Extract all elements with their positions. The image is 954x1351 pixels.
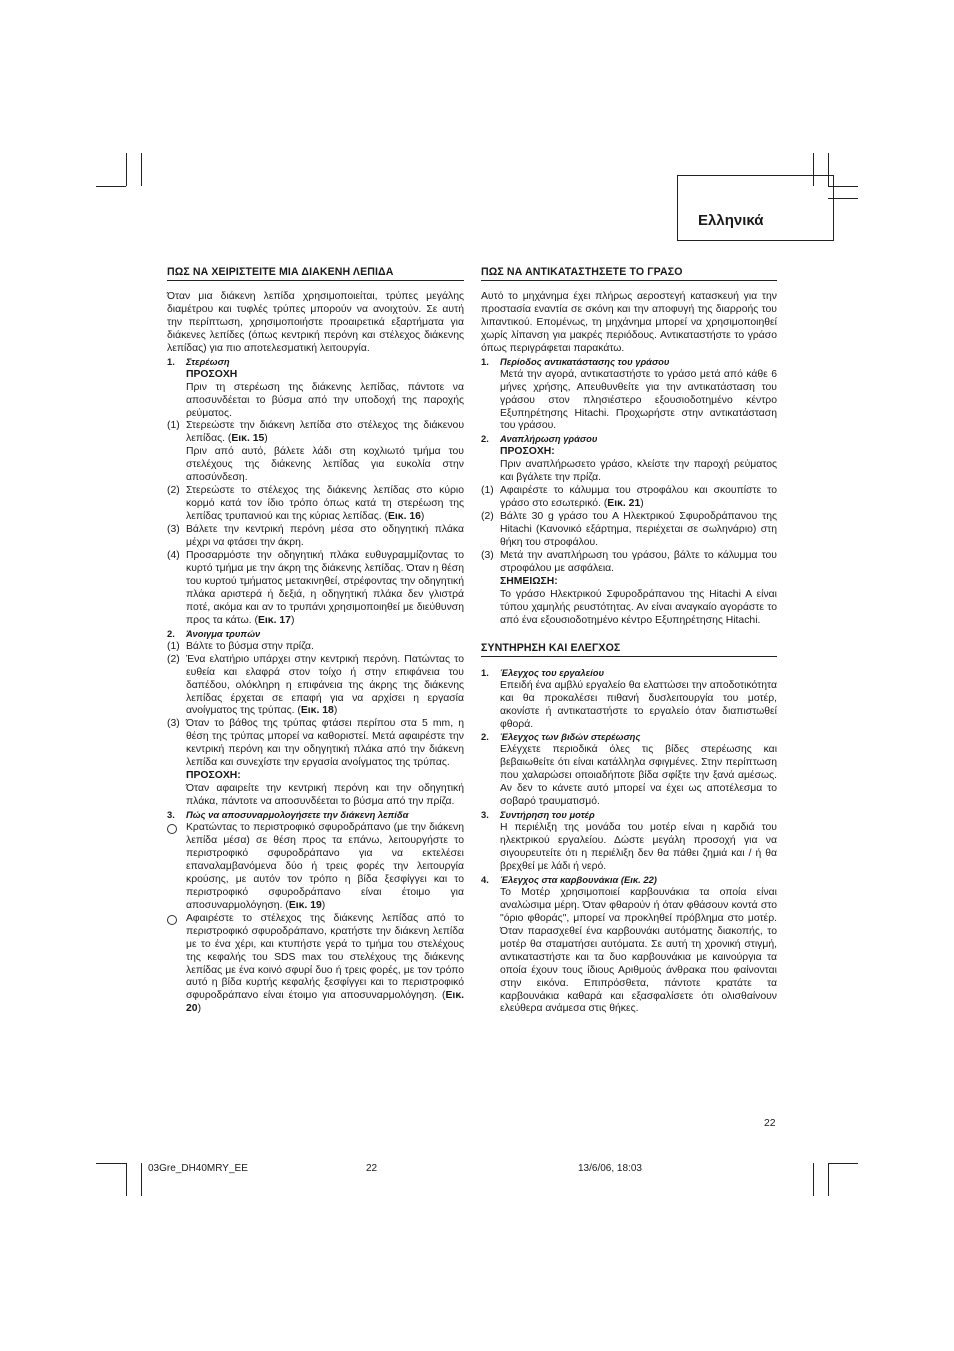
- list-item: (3) Μετά την αναπλήρωση του γράσου, βάλτε το κάλυμμα του στροφάλου με ασφάλεια.: [481, 550, 777, 574]
- list-item: (2) Ένα ελατήριο υπάρχει στην κεντρική περόνη. Πατώντας το ευθεία και ελαφρά στον τοίχο ή στην επιφάνεια του δαπέδου, ολόκληρη η επιφάνεια της άκρης της διάκενης λεπίδας έρχεται σε επαφή για να αρχίσει η εργασία ανοίγματος της τρύπας. (Εικ. 18): [167, 653, 464, 717]
- figure-ref: Εικ. 15: [231, 433, 265, 445]
- caution-text: Όταν αφαιρείτε την κεντρική περόνη και την οδηγητική πλάκα, πάντοτε να αποσυνδέεται το βύσμα από την πρίζα.: [186, 783, 464, 808]
- list-item: (2) Στερεώστε το στέλεχος της διάκενης λεπίδας στο κύριο κορμό κατά τον ίδιο τρόπο όπως κατά τη στερέωση της λεπίδας τρυπανιού και της κύριας λεπίδας. (Εικ. 16): [167, 485, 464, 523]
- caution-text: Πριν αναπλήρωσετο γράσο, κλείστε την παροχή ρεύματος και βγάλετε την πρίζα.: [500, 459, 777, 484]
- circle-bullet-icon: [167, 824, 177, 834]
- list-item: (1) Αφαιρέστε το κάλυμμα του στροφάλου και σκουπίστε το γράσο στο εσωτερικό. (Εικ. 21): [481, 485, 777, 510]
- list-item: (1) Στερεώστε την διάκενη λεπίδα στο στέλεχος της διάκενου λεπίδας. (Εικ. 15): [167, 420, 464, 445]
- note-text: Το γράσο Ηλεκτρικού Σφυροδράπανου της Hitachi A είναι τύπου χαμηλής ρευστότητας. Αν είναι αναγκαίο αγοράστε το από ένα εξουσιοδοτημένο κέντρο Εξυπηρέτησης Hitachi.: [500, 588, 777, 626]
- bullet-item: Αφαιρέστε το στέλεχος της διάκενης λεπίδας από το περιστροφικό σφυροδράπανο, κρατήστε την διάκενη λεπίδα με το ένα χέρι, και κτυπήστε γερά το τμήμα του στελέχους της κεφαλής του SDS max του στελέχους της διάκενης λεπίδας με ένα κοινό σφυρί δυο ή τρεις φορές, με τον τρόπο αυτό η βίδα κυρτής κεφαλής ξεσφίγγει και το περιστροφικό σφυροδράπανο είναι έτοιμο για αποσυναρμολόγηση. (Εικ. 20): [167, 913, 464, 1017]
- footer-filename: 03Gre_DH40MRY_EE: [148, 1163, 248, 1174]
- subsection-title: 1. Στερέωση: [167, 355, 230, 367]
- crop-mark: [141, 153, 142, 186]
- caution-label: ΠΡΟΣΟΧΗ:: [186, 770, 241, 782]
- figure-ref: Εικ. 16: [387, 511, 421, 523]
- figure-ref: Εικ. 18: [300, 705, 334, 717]
- crop-mark: [828, 1163, 829, 1196]
- list-item: (1) Βάλτε το βύσμα στην πρίζα.: [167, 640, 314, 652]
- subsection-text: Επειδή ένα αμβλύ εργαλείο θα ελαττώσει την αποδοτικότητα και θα προκαλέσει πιθανή δυσλειτουργία του μοτέρ, ακονίστε ή αντικαταστήστε το εργαλείο όταν διαπιστωθεί φθορά.: [500, 679, 777, 730]
- subsection-text: Μετά την αγορά, αντικαταστήστε το γράσο μετά από κάθε 6 μήνες χρήσης, Απευθυνθείτε για την αντικατάσταση του γράσου στον πλησιέστερο εξουσιοδοτημένο κέντρο Εξυπηρέτησης Hitachi. Προχωρήστε στην αντικατάσταση του γράσου.: [500, 368, 777, 432]
- subsection-text: Η περιέλιξη της μονάδα του μοτέρ είναι η καρδιά του ηλεκτρικού εργαλείου. Δώστε μεγάλη προσοχή για να σιγουρευτείτε ότι η περιέλιξη δεν θα πάθει ζημιά και / ή θα βρεχθεί με λάδι ή νερό.: [500, 822, 777, 872]
- section-heading: ΠΩΣ ΝΑ ΑΝΤΙΚΑΤΑΣΤΗΣΕΤΕ ΤΟ ΓΡΑΣΟ: [481, 266, 777, 281]
- bullet-item: Κρατώντας το περιστροφικό σφυροδράπανο (με την διάκενη λεπίδα μέσα) σε θέση προς τα επάνω, λειτουργήστε το περιστροφικό σφυροδράπανο για να εκτελέσει επαναλαμβανόμενα δύο ή τρεις φορές την λειτουργία κρούσης, με αυτόν τον τρόπο η βίδα ξεσφίγγει και το περιστροφικό σφυροδράπανο είναι έτοιμο για αποσυναρμολόγηση. (Εικ. 19): [167, 822, 464, 913]
- crop-mark: [141, 1163, 142, 1196]
- crop-mark: [828, 1163, 858, 1164]
- section-heading: ΠΩΣ ΝΑ ΧΕΙΡΙΣΤΕΙΤΕ ΜΙΑ ΔΙΑΚΕΝΗ ΛΕΠΙΔΑ: [167, 266, 464, 281]
- paragraph: Αυτό το μηχάνημα έχει πλήρως αεροστεγή κατασκευή για την προστασία εναντία σε σκόνη και την αποφυγή της διαρροής του λιπαντικού. Επομένως, τη μηχάνημα μπορεί να χρησιμοποιηθεί χωρίς λίπανση για μακρές περιόδους. Αντικαταστήστε το γράσο όπως περιγράφεται παρακάτω.: [481, 290, 777, 354]
- list-item-continuation: Πριν από αυτό, βάλετε λάδι στη κοχλιωτό τμήμα του στελέχους της διάκενης λεπίδας για ευκολία στην αποσύνδεση.: [186, 446, 464, 484]
- left-column: [167, 266, 464, 1016]
- figure-ref: Εικ. 17: [257, 614, 291, 626]
- figure-ref: Εικ. 21: [607, 498, 641, 510]
- subsection-text: Ελέγχετε περιοδικά όλες τις βίδες στερέωσης και βεβαιωθείτε ότι είναι κατάλληλα σφιγμένες. Στην περίπτωση που χαλαρώσει οποιαδήποτε βίδα σφίξτε την ξανά αμέσως. Αν δεν το κάνετε αυτό μπορεί να έχει ως αποτέλεσμα το σοβαρό τραυματισμό.: [500, 744, 777, 808]
- subsection-title: 3. Συντήρηση του μοτέρ: [481, 809, 595, 821]
- subsection-text: Το Μοτέρ χρησιμοποιεί καρβουνάκια τα οποία είναι αναλώσιμα μέρη. Όταν φθαρούν ή όταν φθάσουν κοντά στο "όριο φθοράς", μπορεί να προκληθεί πρόβλημα στο μοτέρ. Όταν παρασχεθεί ένα καρβουνάκι αυτόματης διακοπής, το μοτέρ θα σταματήσει αυτόματα. Σε αυτή τη χρονική στιγμή, αντικαταστήστε και τα δυο καρβουνάκια με καινούργια τα οποία έχουν τους ίδιους Αριθμούς άνθρακα που φαίνονται στην εικόνα. Επιπρόσθετα, πάντοτε κρατάτε τα καρβουνάκια καθαρά και εξασφαλίσετε ότι ολισθαίνουν ελεύθερα ανάμεσα στις θήκες.: [500, 886, 777, 1015]
- subsection-title: 3. Πώς να αποσυναρμολογήσετε την διάκενη λεπίδα: [167, 809, 409, 821]
- list-item: (4) Προσαρμόστε την οδηγητική πλάκα ευθυγραμμίζοντας το κυρτό τμήμα με την άκρη της διάκενης λεπίδας. Όταν η θέση του κυρτού τμήματος μετακινηθεί, στρέφοντας την οδηγητική πλάκα αριστερά ή δεξιά, η οδηγητική πλάκα δεν γλιστρά ποτέ, ακόμα και αν το τρυπάνι χρησιμοποιηθεί με διεύθυνση προς τα κάτω. (Εικ. 17): [167, 550, 464, 626]
- crop-mark: [96, 186, 126, 187]
- circle-bullet-icon: [167, 915, 177, 925]
- crop-mark: [813, 1163, 814, 1196]
- crop-mark: [126, 153, 127, 186]
- note-label: ΣΗΜΕΙΩΣΗ:: [500, 575, 558, 587]
- crop-mark: [126, 1163, 127, 1196]
- right-column: [481, 266, 777, 1016]
- footer-timestamp: 13/6/06, 18:03: [578, 1163, 642, 1174]
- figure-ref: Εικ. 19: [288, 899, 322, 911]
- footer-page: 22: [366, 1163, 378, 1174]
- language-label: Ελληνικά: [698, 212, 764, 229]
- list-item: (2) Βάλτε 30 g γράσο του Α Ηλεκτρικού Σφυροδράπανου της Hitachi (Κανονικό εξάρτημα, περιέχεται σε σωληνάριο) στη θήκη του στροφάλου.: [481, 511, 777, 549]
- language-tab: [677, 175, 834, 241]
- subsection-title: 1. Περίοδος αντικατάστασης του γράσου: [481, 355, 670, 367]
- subsection-title: 1. Έλεγχος του εργαλείου: [481, 666, 604, 678]
- caution-label: ΠΡΟΣΟΧΗ: [186, 368, 238, 380]
- caution-label: ΠΡΟΣΟΧΗ:: [500, 446, 555, 458]
- subsection-title: 2. Αναπλήρωση γράσου: [481, 433, 598, 445]
- crop-mark: [96, 1163, 126, 1164]
- figure-ref: Εικ. 20: [186, 990, 464, 1015]
- caution-text: Πριν τη στερέωση της διάκενης λεπίδας, πάντοτε να αποσυνδέεται το βύσμα από την υποδοχή της παροχής ρεύματος.: [186, 381, 464, 419]
- page-number: 22: [764, 1118, 776, 1129]
- section-heading: ΣΥΝΤΗΡΗΣΗ ΚΑΙ ΕΛΕΓΧΟΣ: [481, 642, 777, 657]
- subsection-title: 2. Έλεγχος των βιδών στερέωσης: [481, 731, 641, 743]
- subsection-title: 2. Άνοιγμα τρυπών: [167, 627, 261, 639]
- paragraph: Όταν μια διάκενη λεπίδα χρησιμοποιείται, τρύπες μεγάλης διαμέτρου και τυφλές τρύπες μπορούν να ανοιχτούν. Σε αυτή την περίπτωση, χρησιμοποιήστε προαιρετικά εξαρτήματα για διάκενες λεπίδες (όπως κεντρική περόνη και στέλεχος διάκενης λεπίδας) για πιο αποτελεσματική λειτουργία.: [167, 290, 464, 354]
- subsection-title: 4. Έλεγχος στα καρβουνάκια (Εικ. 22): [481, 873, 657, 885]
- list-item: (3) Βάλετε την κεντρική περόνη μέσα στο οδηγητική πλάκα μέχρι να φτάσει την άκρη.: [167, 524, 464, 549]
- list-item: (3) Όταν το βάθος της τρύπας φτάσει περίπου στα 5 mm, η θέση της τρύπας μπορεί να καθοριστεί. Μετά αφαιρέστε την κεντρική περόνη και την οδηγητική πλάκα από την διάκενη λεπίδα και συνεχίστε την εργασία ανοίγματος της τρύπας.: [167, 718, 464, 769]
